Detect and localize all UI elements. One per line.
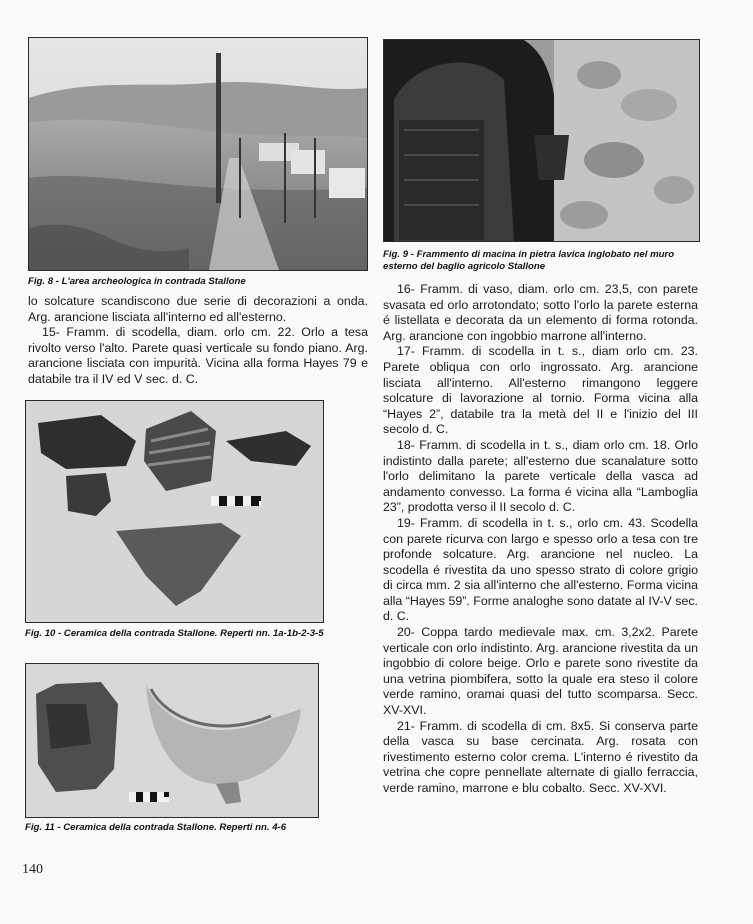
left-text-block xyxy=(28,294,368,388)
right-paragraph: 21- Framm. di scodella di cm. 8x5. Si conserva parte della vasca su base cercinata. Arg. rosata con rivestimento esterno color crema. L'interno é rivestito da vetrina che copre pennellate alternate di giallo ferraccia, verde ramino, marrone e blu cobalto. Secc. XV-XVI. xyxy=(383,718,698,795)
ceramic-fragments-illustration xyxy=(26,401,323,622)
figure-10-caption: Fig. 10 - Ceramica della contrada Stallone. Reperti nn. 1a-1b-2-3-5 xyxy=(25,628,324,639)
right-text-block xyxy=(383,282,698,797)
figure-8-caption: Fig. 8 - L'area archeologica in contrada Stallone xyxy=(28,276,246,287)
right-paragraph: 20- Coppa tardo medievale max. cm. 3,2x2. Parete verticale con orlo indistinto. Arg. arancione rivestita da un ingobbio di colore beige. Orlo e parete sono rivestite da una vetrina piombifera, sotto la quale era steso il colore verde ramino, oramai quasi del tutto scomparsa. Secc. XV-XVI. xyxy=(383,625,698,718)
ceramic-fragments-illustration xyxy=(26,664,318,817)
landscape-illustration xyxy=(29,38,367,270)
figure-11-photo xyxy=(25,663,319,818)
figure-11-caption: Fig. 11 - Ceramica della contrada Stallone. Reperti nn. 4-6 xyxy=(25,822,287,833)
figure-8-photo xyxy=(28,37,368,271)
figure-9-photo xyxy=(383,39,700,242)
wall-illustration xyxy=(384,40,699,241)
right-paragraph: 17- Framm. di scodella in t. s., diam orlo cm. 23. Parete obliqua con orlo ingrossato. Arg. arancione lisciata all'interno. All'esterno rimangono leggere solcature di lavorazione al tornio. Forma vicina alla “Hayes 2”, databile tra la metà del II e l'inizio del III secolo d. C. xyxy=(383,344,698,437)
figure-9-caption: Fig. 9 - Frammento di macina in pietra lavica inglobato nel muro esterno del baglio agricolo Stallone xyxy=(383,249,675,272)
left-paragraph: lo solcature scandiscono due serie di decorazioni a onda. Arg. arancione lisciata all'interno ed all'esterno. xyxy=(28,294,368,324)
right-paragraph: 19- Framm. di scodella in t. s., orlo cm. 43. Scodella con parete ricurva con largo e spesso orlo a tesa con tre profonde solcature. Arg. arancione nel nucleo. La scodella é rivestita da uno spesso strato di colore grigio di circa mm. 2 sia all'interno che all'esterno. Forma vicina alla “Hayes 59”. Forme analoghe sono datate al IV-V sec. d. C. xyxy=(383,515,698,624)
right-paragraph: 16- Framm. di vaso, diam. orlo cm. 23,5, con parete svasata ed orlo arrotondato; sotto l'orlo la parete esterna é listellata e decorata da un elemento di forma rotonda. Arg. arancione con ingobbio marrone all'interno. xyxy=(383,282,698,343)
figure-10-photo xyxy=(25,400,324,623)
right-paragraph: 18- Framm. di scodella in t. s., diam orlo cm. 18. Orlo indistinto dalla parete; all'esterno due scanalature sotto l'orlo delimitano la parete verticale della vasca ad andamento convesso. La forma é vicina alla “Lamboglia 23”, prodotta verso il II secolo d. C. xyxy=(383,437,698,515)
page-number: 140 xyxy=(22,862,43,877)
left-paragraph: 15- Framm. di scodella, diam. orlo cm. 22. Orlo a tesa rivolto verso l'alto. Parete quasi verticale su fondo piano. Arg. arancione lisciata con impurità. Vicina alla forma Hayes 79 e databile tra il IV ed V sec. d. C. xyxy=(28,325,368,386)
